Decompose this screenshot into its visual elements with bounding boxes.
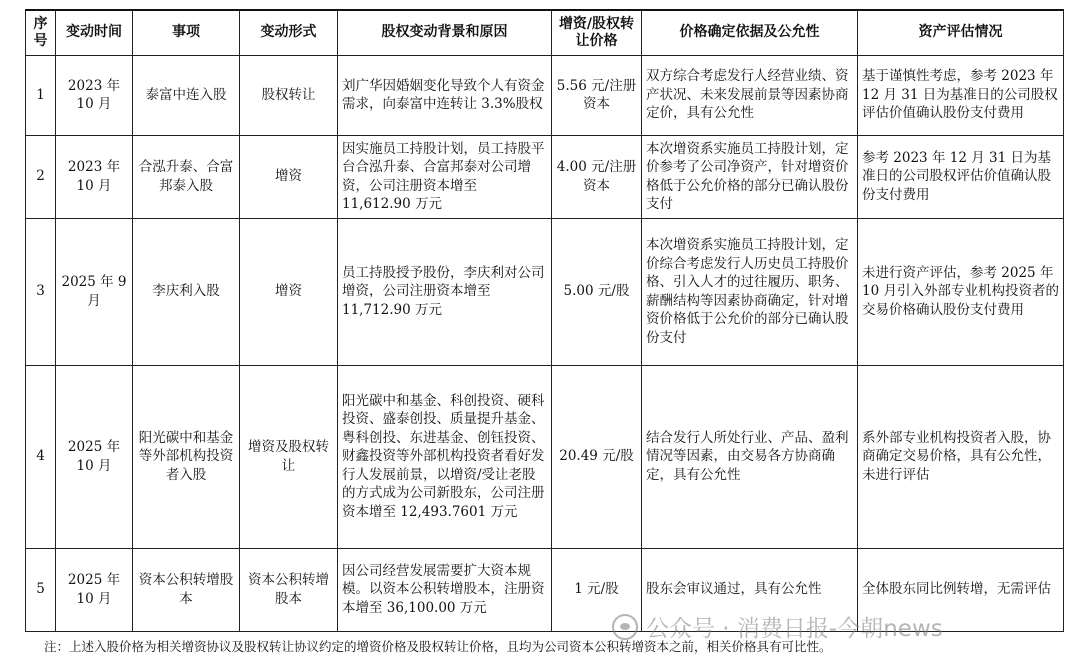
header-no: 序号: [26, 10, 56, 55]
header-item: 事项: [133, 10, 240, 55]
cell-price: 1 元/股: [552, 548, 642, 631]
cell-evaluation: 基于谨慎性考虑，参考 2023 年 12 月 31 日为基准日的公司股权评估价值确认股份支付费用: [858, 55, 1064, 135]
cell-basis: 结合发行人所处行业、产品、盈利情况等因素，由交易各方协商确定，具有公允性: [642, 365, 858, 548]
cell-price: 4.00 元/注册资本: [552, 135, 642, 218]
cell-basis: 双方综合考虑发行人经营业绩、资产状况、未来发展前景等因素协商定价，具有公允性: [642, 55, 858, 135]
header-basis: 价格确定依据及公允性: [642, 10, 858, 55]
cell-item: 资本公积转增股本: [133, 548, 240, 631]
cell-price: 5.00 元/股: [552, 218, 642, 365]
cell-time: 2025 年 10 月: [56, 548, 133, 631]
cell-basis: 本次增资系实施员工持股计划，定价参考了公司净资产，针对增资价格低于公允价格的部分已确认股份支付: [642, 135, 858, 218]
wechat-icon: [612, 614, 638, 640]
cell-item: 阳光碳中和基金等外部机构投资者入股: [133, 365, 240, 548]
cell-form: 增资及股权转让: [240, 365, 338, 548]
cell-evaluation: 系外部专业机构投资者入股，协商确定交易价格，具有公允性，未进行评估: [858, 365, 1064, 548]
cell-background: 员工持股授予股份，李庆利对公司增资，公司注册资本增至 11,712.90 万元: [338, 218, 552, 365]
cell-no: 5: [26, 548, 56, 631]
table-row: [26, 135, 1064, 218]
cell-basis: 本次增资系实施员工持股计划，定价综合考虑发行人历史员工持股价格、引入人才的过往履历、职务、薪酬结构等因素协商确定，针对增资价格低于公允价的部分已确认股份支付: [642, 218, 858, 365]
table-row: [26, 365, 1064, 548]
cell-no: 1: [26, 55, 56, 135]
table-row: [26, 218, 1064, 365]
cell-form: 增资: [240, 218, 338, 365]
header-background: 股权变动背景和原因: [338, 10, 552, 55]
footnote: 注：上述入股价格为相关增资协议及股权转让协议约定的增资价格及股权转让价格，且均为公司资本公积转增资本之前，相关价格具有可比性。: [44, 639, 832, 654]
watermark-text: 公众号 · 消费日报-今朝news: [646, 616, 943, 642]
header-evaluation: 资产评估情况: [858, 10, 1064, 55]
cell-background: 因实施员工持股计划，员工持股平台合泓升泰、合富邦泰对公司增资，公司注册资本增至 11,612.90 万元: [338, 135, 552, 218]
cell-no: 3: [26, 218, 56, 365]
cell-time: 2023 年 10 月: [56, 55, 133, 135]
table-row: [26, 55, 1064, 135]
cell-no: 4: [26, 365, 56, 548]
cell-form: 增资: [240, 135, 338, 218]
cell-background: 刘广华因婚姻变化导致个人有资金需求，向泰富中连转让 3.3%股权: [338, 55, 552, 135]
equity-change-table: [25, 9, 1064, 632]
cell-time: 2023 年 10 月: [56, 135, 133, 218]
cell-form: 股权转让: [240, 55, 338, 135]
cell-time: 2025 年 9 月: [56, 218, 133, 365]
cell-background: 因公司经营发展需要扩大资本规模。以资本公积转增股本，注册资本增至 36,100.00 万元: [338, 548, 552, 631]
cell-basis: 股东会审议通过，具有公允性: [642, 548, 858, 631]
cell-item: 李庆利入股: [133, 218, 240, 365]
cell-price: 20.49 元/股: [552, 365, 642, 548]
table-header-row: [26, 10, 1064, 55]
cell-background: 阳光碳中和基金、科创投资、硬科投资、盛泰创投、质量提升基金、粤科创投、东进基金、创钰投资、财鑫投资等外部机构投资者看好发行人发展前景，以增资/受让老股的方式成为公司新股东，公司注册资本增至 12,493.7601 万元: [338, 365, 552, 548]
cell-time: 2025 年 10 月: [56, 365, 133, 548]
header-time: 变动时间: [56, 10, 133, 55]
cell-item: 合泓升泰、合富邦泰入股: [133, 135, 240, 218]
cell-no: 2: [26, 135, 56, 218]
cell-evaluation: 全体股东同比例转增，无需评估: [858, 548, 1064, 631]
header-price: 增资/股权转让价格: [552, 10, 642, 55]
cell-evaluation: 未进行资产评估，参考 2025 年 10 月引入外部专业机构投资者的交易价格确认股份支付费用: [858, 218, 1064, 365]
cell-item: 泰富中连入股: [133, 55, 240, 135]
header-form: 变动形式: [240, 10, 338, 55]
cell-evaluation: 参考 2023 年 12 月 31 日为基准日的公司股权评估价值确认股份支付费用: [858, 135, 1064, 218]
cell-form: 资本公积转增股本: [240, 548, 338, 631]
cell-price: 5.56 元/注册资本: [552, 55, 642, 135]
